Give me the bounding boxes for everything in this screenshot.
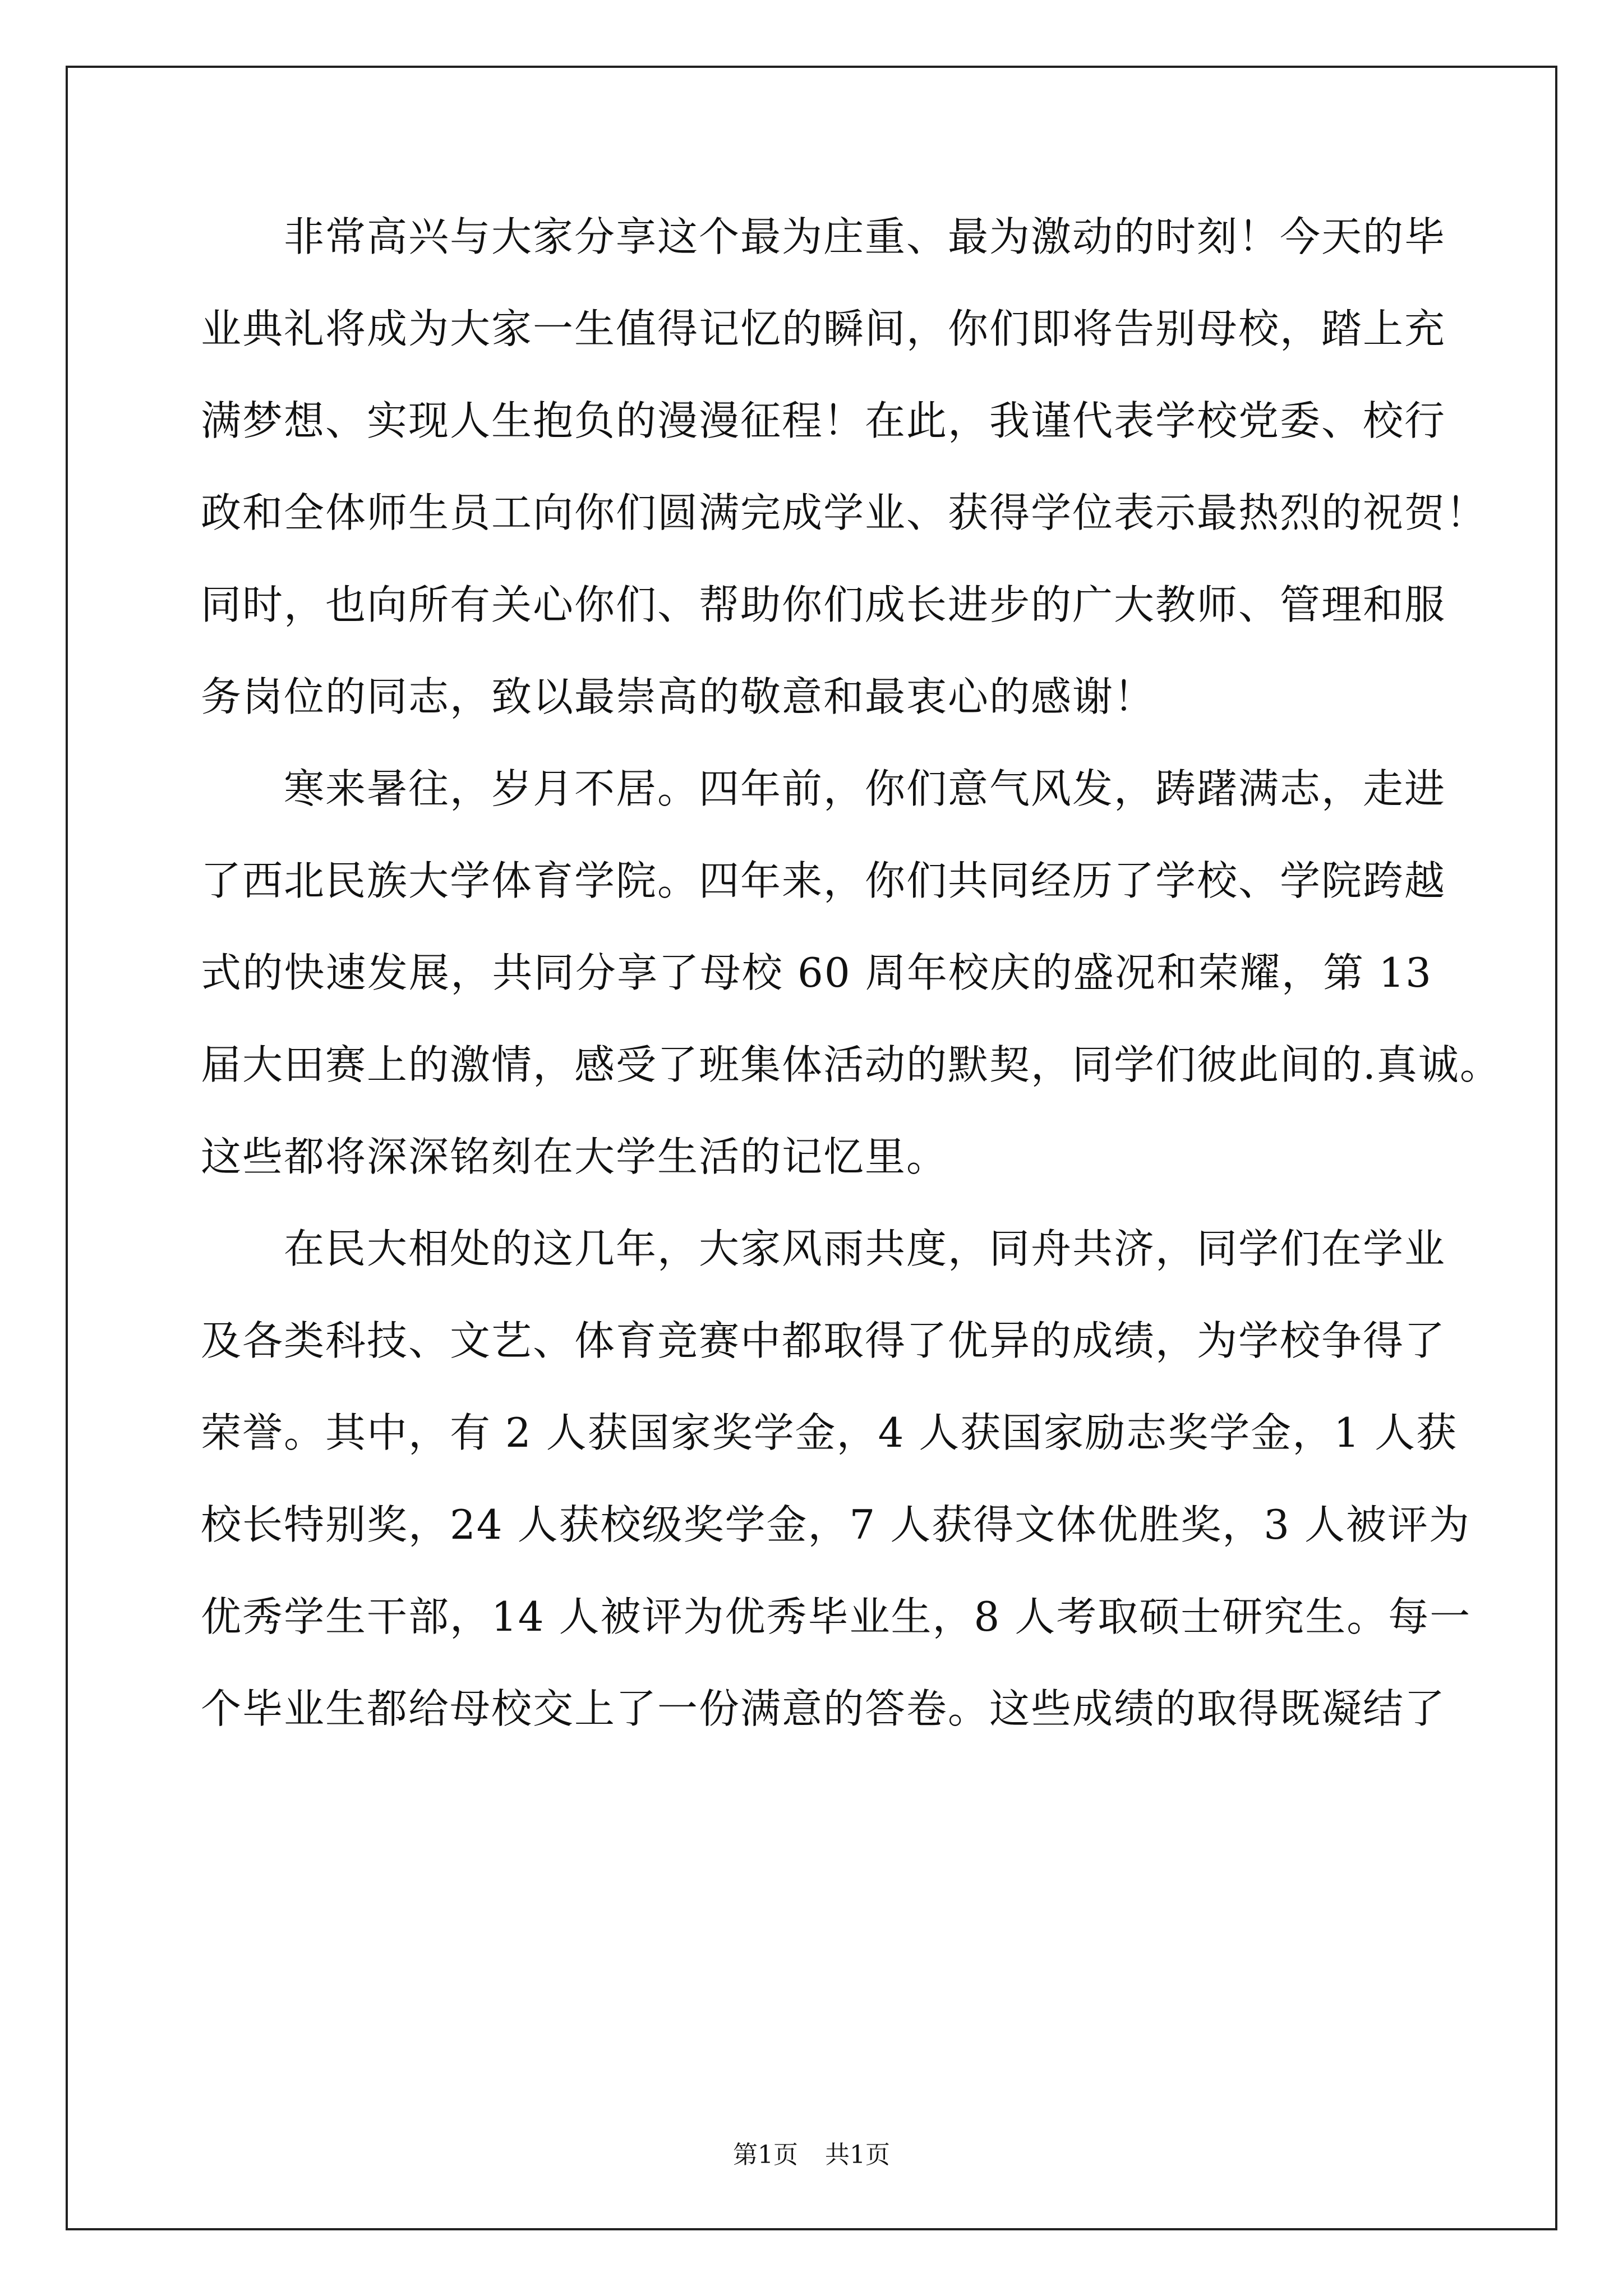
document-body [201, 191, 1501, 1755]
text-line: 及各类科技、文艺、体育竞赛中都取得了优异的成绩，为学校争得了 [201, 1317, 1446, 1364]
text-line: 寒来暑往，岁月不居。四年前，你们意气风发，踌躇满志，走进 [284, 765, 1446, 812]
text-line: 满梦想、实现人生抱负的漫漫征程！在此，我谨代表学校党委、校行 [201, 397, 1446, 444]
page-total: 共1页 [825, 2141, 890, 2169]
text-line: 政和全体师生员工向你们圆满完成学业、获得学位表示最热烈的祝贺！ [201, 489, 1488, 536]
text-line: 同时，也向所有关心你们、帮助你们成长进步的广大教师、管理和服 [201, 581, 1446, 628]
paragraph-2 [201, 743, 1501, 1203]
text-line: 在民大相处的这几年，大家风雨共度，同舟共济，同学们在学业 [284, 1225, 1446, 1272]
text-line: 务岗位的同志，致以最崇高的敬意和最衷心的感谢！ [201, 673, 1156, 720]
text-line: 这些都将深深铭刻在大学生活的记忆里。 [201, 1133, 948, 1180]
page-footer [0, 2134, 1623, 2170]
text-line: 了西北民族大学体育学院。四年来，你们共同经历了学校、学院跨越 [201, 857, 1446, 904]
text-line: 非常高兴与大家分享这个最为庄重、最为激动的时刻！今天的毕 [284, 213, 1446, 260]
text-line: 届大田赛上的激情，感受了班集体活动的默契，同学们彼此间的.真诚。 [201, 1041, 1501, 1088]
page-number: 第1页 [733, 2141, 798, 2169]
text-line: 个毕业生都给母校交上了一份满意的答卷。这些成绩的取得既凝结了 [201, 1685, 1446, 1732]
text-line: 业典礼将成为大家一生值得记忆的瞬间，你们即将告别母校，踏上充 [201, 305, 1446, 352]
text-line: 荣誉。其中，有 2 人获国家奖学金，4 人获国家励志奖学金，1 人获 [201, 1409, 1458, 1456]
paragraph-3 [201, 1203, 1472, 1755]
paragraph-1 [201, 191, 1488, 743]
text-line: 优秀学生干部，14 人被评为优秀毕业生，8 人考取硕士研究生。每一 [201, 1593, 1472, 1640]
text-line: 校长特别奖，24 人获校级奖学金，7 人获得文体优胜奖，3 人被评为 [201, 1501, 1470, 1548]
text-line: 式的快速发展，共同分享了母校 60 周年校庆的盛况和荣耀，第 13 [201, 949, 1432, 996]
